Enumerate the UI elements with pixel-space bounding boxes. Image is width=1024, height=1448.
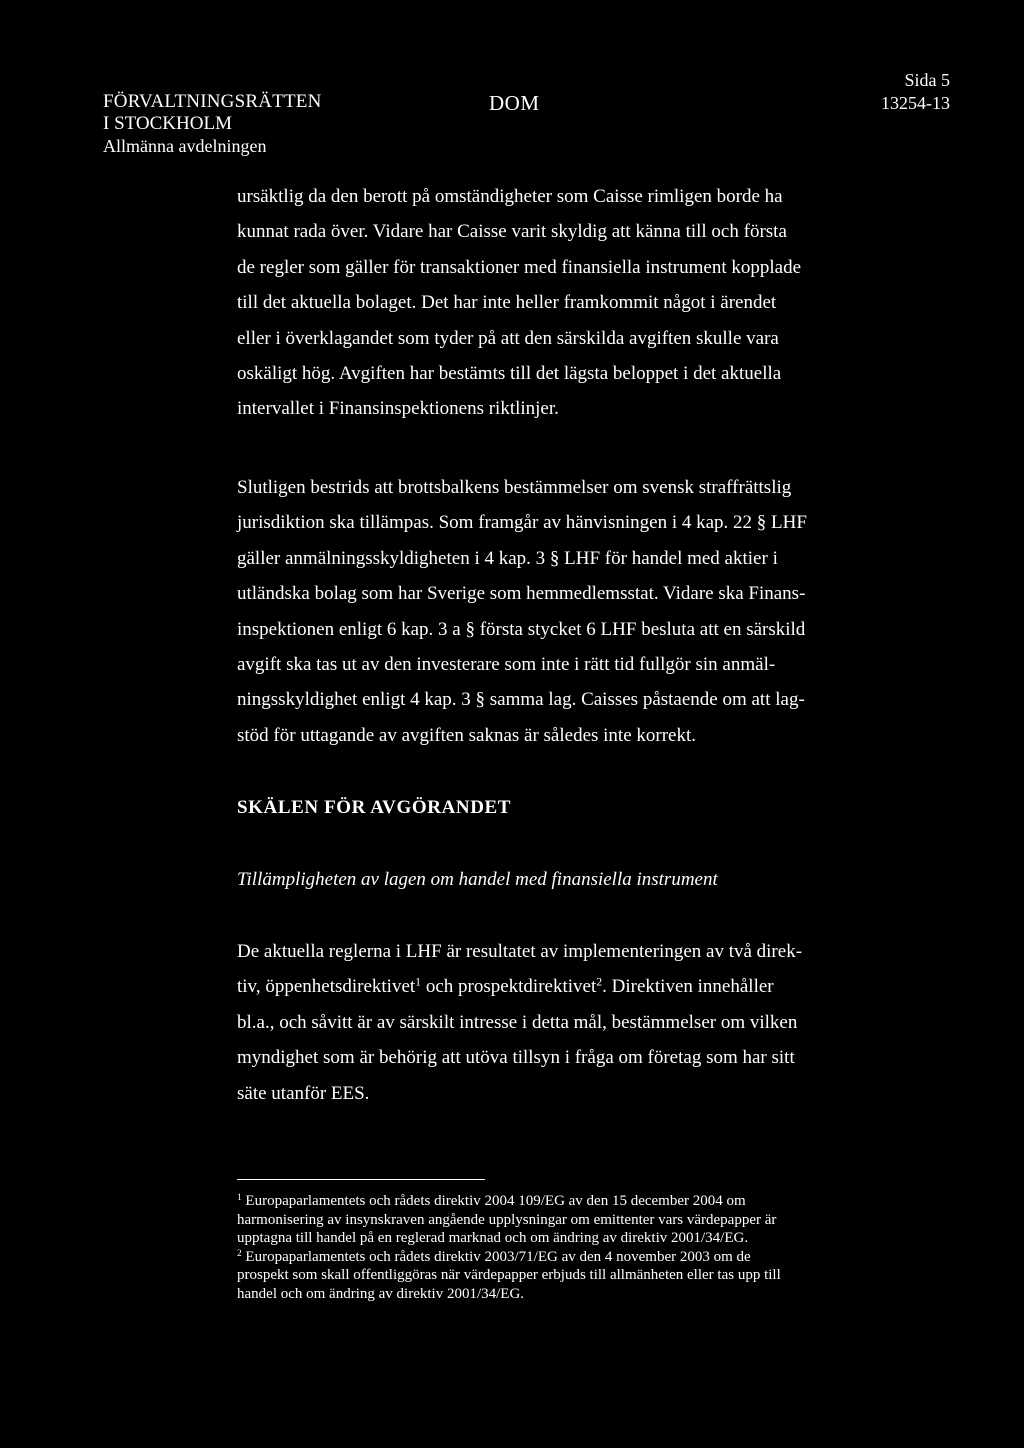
text-line: inspektionen enligt 6 kap. 3 a § första stycket 6 LHF besluta att en särskild — [237, 618, 806, 640]
page-number: Sida 5 — [904, 70, 950, 90]
footnote-marker-2: 2 — [237, 1248, 242, 1259]
footnote-2-line: $^2$ Europaparlamentets och rådets direktiv 2003/71/EG av den 4 november 2003 om de — [237, 1248, 751, 1265]
footnote-1-line: upptagna till handel på en reglerad marknad och om ändring av direktiv 2001/34/EG. — [237, 1230, 749, 1247]
text-line: ursäktlig da den berott på omständigheter som Caisse rimligen borde ha — [237, 186, 783, 207]
paragraph-directives — [237, 934, 867, 1111]
court-city: I STOCKHOLM — [103, 113, 232, 134]
text-line: avgift ska tas ut av den investerare som inte i rätt tid fullgör sin anmäl- — [237, 654, 776, 676]
footnote-2-line: handel och om ändring av direktiv 2001/34/EG. — [237, 1285, 525, 1302]
court-header — [103, 91, 322, 157]
paragraph-jurisdiction — [237, 470, 867, 753]
text-line: jurisdiktion ska tillämpas. Som framgår av hänvisningen i 4 kap. 22 § LHF — [237, 512, 807, 534]
text-line: myndighet som är behörig att utöva tillsyn i fråga om företag som har sitt — [237, 1047, 795, 1069]
text-segment: tiv, öppenhetsdirektivet — [237, 976, 416, 998]
text-line: utländska bolag som har Sverige som hemmedlemsstat. Vidare ska Finans- — [237, 583, 806, 605]
page-info — [881, 69, 950, 115]
court-department: Allmänna avdelningen — [103, 136, 267, 156]
text-line: bl.a., och såvitt är av särskilt intresse i detta mål, bestämmelser om vilken — [237, 1011, 798, 1033]
text-line: Slutligen bestrids att brottsbalkens bestämmelser om svensk straffrättslig — [237, 477, 792, 498]
text-line: de regler som gäller för transaktioner med finansiella instrument kopplade — [237, 256, 802, 278]
footnote-1-line: $^1$ Europaparlamentets och rådets direktiv 2004 109/EG av den 15 december 2004 om — [237, 1192, 746, 1209]
text-line — [237, 969, 867, 1004]
footnote-ref-2: 2 — [596, 975, 603, 989]
text-line: kunnat rada över. Vidare har Caisse varit skyldig att känna till och första — [237, 221, 787, 243]
text-line: gäller anmälningsskyldigheten i 4 kap. 3 § LHF för handel med aktier i — [237, 547, 778, 569]
court-name: FÖRVALTNINGSRÄTTEN — [103, 91, 322, 112]
text-line: till det aktuella bolaget. Det har inte heller framkommit något i ärendet — [237, 292, 777, 314]
case-number: 13254-13 — [881, 93, 950, 113]
text-segment: . Direktiven innehåller — [602, 976, 774, 998]
text-segment: och prospektdirektivet — [421, 976, 597, 998]
document-type: DOM — [489, 91, 540, 115]
text-line: De aktuella reglerna i LHF är resultatet av implementeringen av två direk- — [237, 941, 803, 962]
section-subheading: Tillämpligheten av lagen om handel med finansiella instrument — [237, 869, 718, 890]
footnote-separator — [237, 1179, 485, 1180]
text-line: säte utanför EES. — [237, 1082, 370, 1104]
text-line: ningsskyldighet enligt 4 kap. 3 § samma lag. Caisses påstaende om att lag- — [237, 689, 805, 711]
paragraph-argument-fee — [237, 179, 867, 427]
text-line: stöd för uttagande av avgiften saknas är således inte korrekt. — [237, 724, 697, 746]
footnotes — [237, 1192, 781, 1304]
footnote-2-line: prospekt som skall offentliggöras när värdepapper erbjuds till allmänheten eller tas upp till — [237, 1267, 781, 1284]
text-line: eller i överklagandet som tyder på att den särskilda avgiften skulle vara — [237, 327, 779, 349]
footnote-1-line: harmonisering av insynskraven angående upplysningar om emittenter vars värdepapper är — [237, 1211, 777, 1228]
text-line: oskäligt hög. Avgiften har bestämts till det lägsta beloppet i det aktuella — [237, 363, 782, 385]
text-line: intervallet i Finansinspektionens riktlinjer. — [237, 398, 559, 420]
footnote-marker-1: 1 — [237, 1192, 242, 1203]
footnote-ref-1: 1 — [415, 975, 422, 989]
section-heading: SKÄLEN FÖR AVGÖRANDET — [237, 797, 512, 818]
